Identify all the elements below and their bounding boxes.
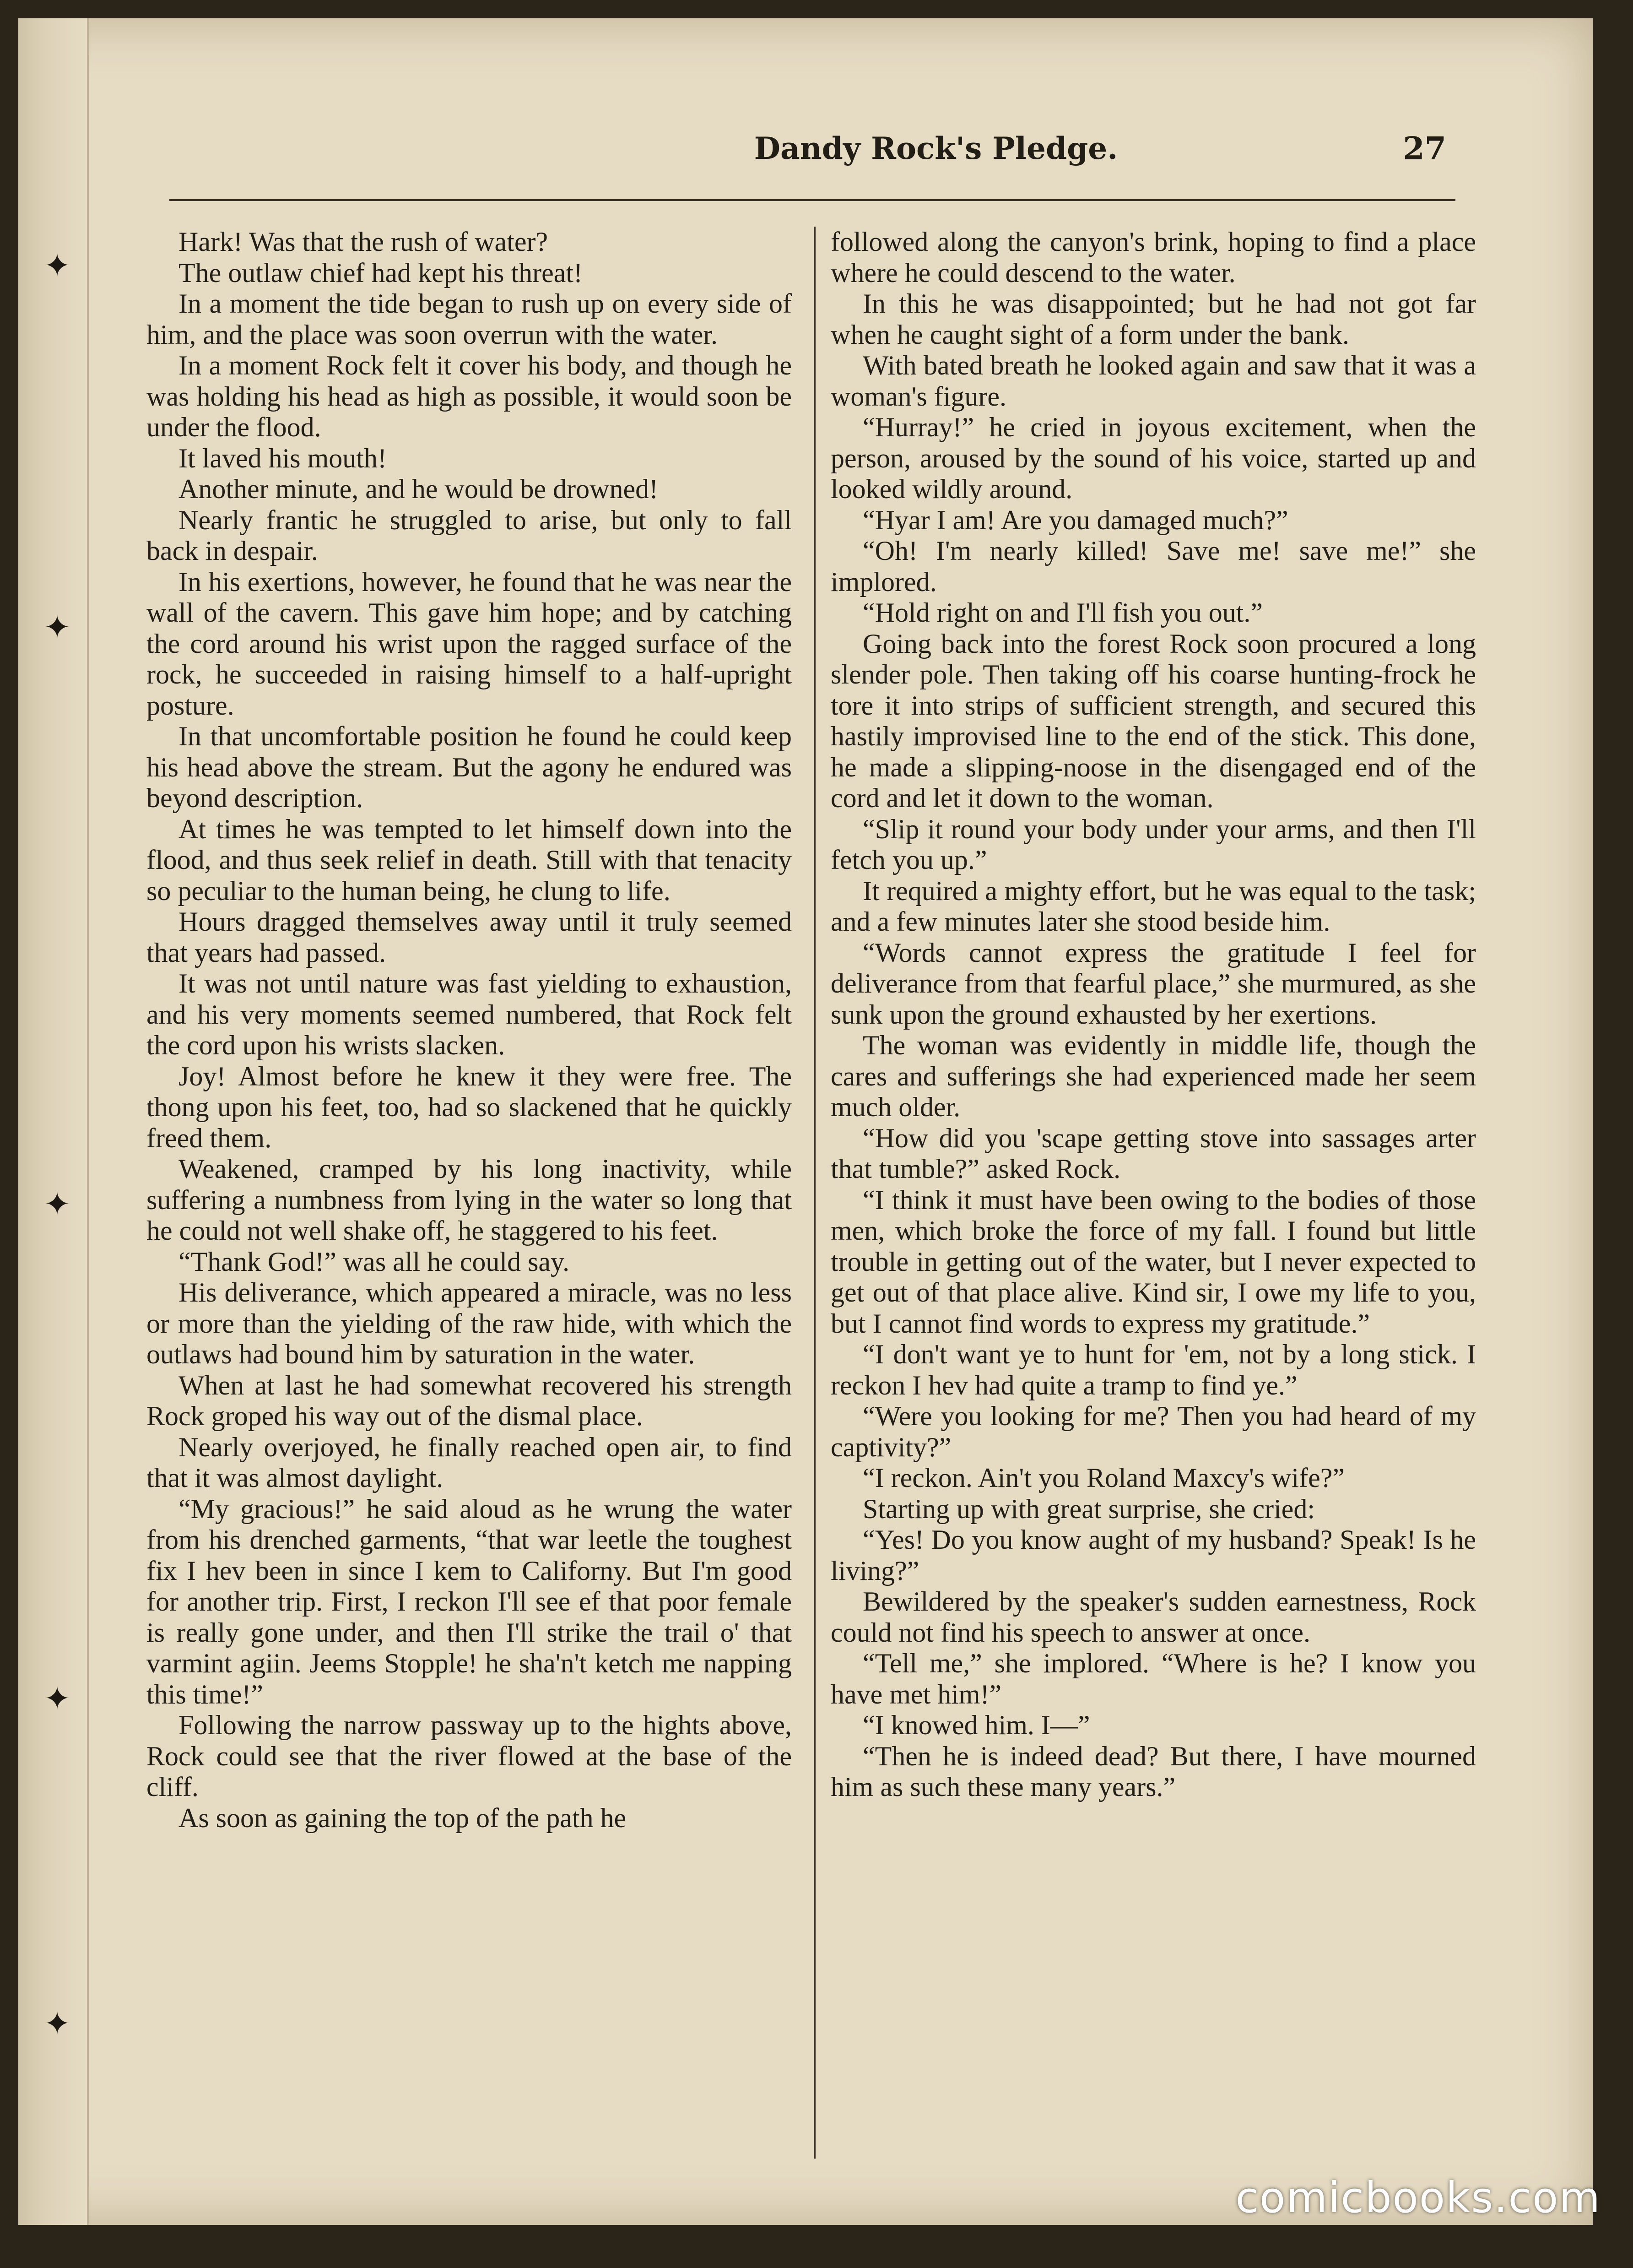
paragraph: “Hurray!” he cried in joyous excitement, when the person, aroused by the sound of his voice, started up and looked wildly around. xyxy=(831,412,1476,504)
paragraph: In a moment Rock felt it cover his body, and though he was holding his head as high as possible, it would soon be under the flood. xyxy=(146,350,792,442)
paragraph: “Hyar I am! Are you damaged much?” xyxy=(863,505,1288,535)
paragraph: In his exertions, however, he found that he was near the wall of the cavern. This gave him hope; and by catching the cord around his wrist upon the ragged surface of the rock, he succeeded in raising himself to a half-upright posture. xyxy=(146,566,792,721)
paragraph: Going back into the forest Rock soon procured a long slender pole. Then taking off his coarse hunting-frock he tore it into strips of sufficient strength, and secured this hastily improvised line to the end of the stick. This done, he made a slipping-noose in the disengaged end of the cord and let it down to the woman. xyxy=(831,628,1476,813)
binding-hole: ✦ xyxy=(43,247,71,284)
paragraph: With bated breath he looked again and saw that it was a woman's figure. xyxy=(831,350,1476,412)
paragraph: The outlaw chief had kept his threat! xyxy=(178,257,583,288)
page-header xyxy=(169,130,1465,181)
paragraph: Hark! Was that the rush of water? xyxy=(178,227,548,257)
paragraph: “Thank God!” was all he could say. xyxy=(178,1246,570,1277)
watermark: comicbooks.com xyxy=(1235,2173,1601,2222)
column-divider xyxy=(814,227,816,2159)
header-rule xyxy=(169,199,1455,201)
right-column xyxy=(831,227,1476,1803)
paragraph: As soon as gaining the top of the path he xyxy=(178,1802,627,1833)
paragraph: “Were you looking for me? Then you had heard of my captivity?” xyxy=(831,1401,1476,1462)
paragraph: Starting up with great surprise, she cried: xyxy=(863,1493,1315,1524)
paragraph: “I don't want ye to hunt for 'em, not by a long stick. I reckon I hev had quite a tramp to find ye.” xyxy=(831,1339,1476,1400)
paragraph: It laved his mouth! xyxy=(178,443,387,473)
paragraph: In a moment the tide began to rush up on every side of him, and the place was soon overrun with the water. xyxy=(146,288,792,350)
page-spine xyxy=(18,18,89,2225)
paragraph: “Tell me,” she implored. “Where is he? I know you have met him!” xyxy=(831,1648,1476,1709)
paragraph: The woman was evidently in middle life, though the cares and sufferings she had experienced made her seem much older. xyxy=(831,1030,1476,1122)
paragraph: “I knowed him. I—” xyxy=(863,1710,1090,1740)
paragraph: Joy! Almost before he knew it they were free. The thong upon his feet, too, had so slackened that he quickly freed them. xyxy=(146,1061,792,1153)
paragraph: Nearly overjoyed, he finally reached open air, to find that it was almost daylight. xyxy=(146,1432,792,1493)
book-page xyxy=(18,18,1593,2225)
paragraph: “Words cannot express the gratitude I feel for deliverance from that fearful place,” she murmured, as she sunk upon the ground exhausted by her exertions. xyxy=(831,937,1476,1030)
left-column xyxy=(146,227,792,1834)
paragraph: “My gracious!” he said aloud as he wrung the water from his drenched garments, “that war leetle the toughest fix I hev been in since I kem to Californy. But I'm good for another trip. First, I reckon I'll see ef that poor female is really gone under, and then I'll strike the trail o' that varmint agiin. Jeems Stopple! he sha'n't ketch me napping this time!” xyxy=(146,1493,792,1709)
binding-hole: ✦ xyxy=(43,1185,71,1223)
paragraph: Bewildered by the speaker's sudden earnestness, Rock could not find his speech to answer at once. xyxy=(831,1586,1476,1648)
paragraph: Another minute, and he would be drowned! xyxy=(178,474,659,504)
paragraph: It required a mighty effort, but he was equal to the task; and a few minutes later she stood beside him. xyxy=(831,875,1476,937)
paragraph: “Slip it round your body under your arms, and then I'll fetch you up.” xyxy=(831,814,1476,875)
paragraph: Nearly frantic he struggled to arise, but only to fall back in despair. xyxy=(146,505,792,566)
paragraph: At times he was tempted to let himself down into the flood, and thus seek relief in death. Still with that tenacity so peculiar to the human being, he clung to life. xyxy=(146,814,792,906)
paragraph: In this he was disappointed; but he had not got far when he caught sight of a form under the bank. xyxy=(831,288,1476,350)
running-title: Dandy Rock's Pledge. xyxy=(754,130,1118,166)
paragraph: In that uncomfortable position he found he could keep his head above the stream. But the agony he endured was beyond description. xyxy=(146,721,792,813)
paragraph: Weakened, cramped by his long inactivity, while suffering a numbness from lying in the water so long that he could not well shake off, he staggered to his feet. xyxy=(146,1154,792,1246)
paragraph: “Yes! Do you know aught of my husband? Speak! Is he living?” xyxy=(831,1525,1476,1586)
paragraph: “I think it must have been owing to the bodies of those men, which broke the force of my fall. I found but little trouble in getting out of the water, but I never expected to get out of that place alive. Kind sir, I owe my life to you, but I cannot find words to express my gratitude.” xyxy=(831,1184,1476,1339)
paragraph: “Then he is indeed dead? But there, I have mourned him as such these many years.” xyxy=(831,1741,1476,1802)
paragraph: “How did you 'scape getting stove into sassages arter that tumble?” asked Rock. xyxy=(831,1123,1476,1184)
paragraph: His deliverance, which appeared a miracle, was no less or more than the yielding of the raw hide, with which the outlaws had bound him by saturation in the water. xyxy=(146,1277,792,1369)
binding-hole: ✦ xyxy=(43,1680,71,1717)
paragraph: “Oh! I'm nearly killed! Save me! save me!” she implored. xyxy=(831,536,1476,597)
page-number: 27 xyxy=(1403,130,1446,167)
binding-hole: ✦ xyxy=(43,2005,71,2042)
paragraph: When at last he had somewhat recovered his strength Rock groped his way out of the dismal place. xyxy=(146,1370,792,1431)
paragraph: followed along the canyon's brink, hoping to find a place where he could descend to the water. xyxy=(831,227,1476,288)
paragraph: “Hold right on and I'll fish you out.” xyxy=(863,597,1263,628)
paragraph: It was not until nature was fast yielding to exhaustion, and his very moments seemed numbered, that Rock felt the cord upon his wrists slacken. xyxy=(146,968,792,1060)
paragraph: Hours dragged themselves away until it truly seemed that years had passed. xyxy=(146,906,792,968)
paragraph: Following the narrow passway up to the hights above, Rock could see that the river flowed at the base of the cliff. xyxy=(146,1710,792,1802)
binding-hole: ✦ xyxy=(43,608,71,646)
paragraph: “I reckon. Ain't you Roland Maxcy's wife?” xyxy=(863,1463,1345,1493)
